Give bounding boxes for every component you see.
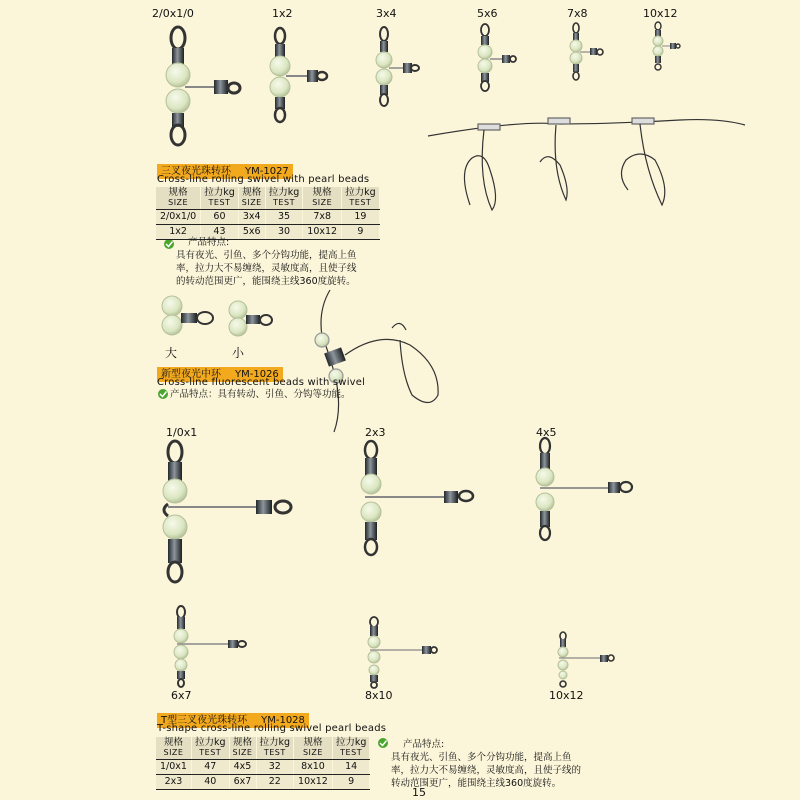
check-icon (164, 239, 174, 249)
size-label: 8x10 (365, 689, 393, 702)
swivel-1x2 (270, 28, 327, 122)
t-swivel-10x12 (558, 632, 614, 687)
size-label: 6x7 (171, 689, 192, 702)
table-header-row (156, 187, 379, 210)
table-header: 拉力kg TEST (265, 187, 303, 210)
product-subtitle: T-shape cross-line rolling swivel pearl beads (157, 723, 387, 734)
features-text: 具有夜光、引鱼、多个分钩功能，提高上鱼率，拉力大不易缠绕，灵敏度高，且使子线的转动范围更广，能围绕主线360度旋转。 (176, 250, 357, 287)
table-header: 规格 SIZE (294, 737, 333, 760)
product-code: YM-1027 (245, 166, 289, 177)
table-cell: 43 (201, 225, 239, 240)
spec-table (156, 737, 370, 790)
table-cell: 7x8 (303, 210, 342, 225)
table-header: 规格 SIZE (156, 737, 191, 760)
table-header: 拉力kg TEST (191, 737, 229, 760)
table-header: 规格 SIZE (156, 187, 201, 210)
t-swivel-8x10 (368, 617, 437, 688)
table-header: 拉力kg TEST (342, 187, 380, 210)
t-swivel-2x3 (361, 441, 473, 555)
table-header: 规格 SIZE (238, 187, 265, 210)
t-swivel-1-0x1 (163, 441, 291, 582)
t-swivel-4x5 (536, 438, 632, 540)
table-cell: 40 (191, 775, 229, 790)
product-title: 三叉夜光珠转环 (161, 166, 231, 177)
rig-diagram-middle (315, 290, 438, 432)
table-cell: 10x12 (303, 225, 342, 240)
table-cell: 8x10 (294, 760, 333, 775)
product-code: YM-1026 (235, 369, 279, 380)
swivel-3x4 (376, 27, 419, 106)
product-title: T型三叉夜光珠转环 (161, 715, 248, 726)
table-cell: 9 (332, 775, 370, 790)
table-cell: 2x3 (156, 775, 191, 790)
size-label: 10x12 (643, 7, 678, 20)
product-features: 产品特点：具有转动、引鱼、分钩等功能。 (170, 389, 351, 400)
table-cell: 60 (201, 210, 239, 225)
table-row (156, 760, 370, 775)
spec-table (156, 187, 380, 240)
size-label: 1/0x1 (166, 426, 198, 439)
table-cell: 3x4 (238, 210, 265, 225)
swivel-5x6 (478, 24, 516, 91)
table-header: 拉力kg TEST (201, 187, 239, 210)
page-number: 15 (412, 786, 426, 799)
rig-diagram-top (428, 118, 745, 210)
table-cell: 47 (191, 760, 229, 775)
table-cell: 35 (265, 210, 303, 225)
size-label: 7x8 (567, 7, 588, 20)
table-cell: 4x5 (229, 760, 256, 775)
table-cell: 1x2 (156, 225, 201, 240)
size-label: 3x4 (376, 7, 397, 20)
table-cell: 30 (265, 225, 303, 240)
swivel-10x12 (653, 22, 680, 70)
table-cell: 22 (256, 775, 294, 790)
table-cell: 6x7 (229, 775, 256, 790)
table-cell: 19 (342, 210, 380, 225)
table-row (156, 210, 379, 225)
table-cell: 2/0x1/0 (156, 210, 201, 225)
size-label-small: 小 (232, 346, 245, 360)
table-header: 拉力kg TEST (332, 737, 370, 760)
ym1026-big (162, 296, 213, 335)
product-code: YM-1028 (261, 715, 305, 726)
size-label: 4x5 (536, 426, 557, 439)
features-heading: 产品特点: (188, 237, 230, 248)
table-cell: 14 (332, 760, 370, 775)
swivel-7x8 (570, 23, 603, 80)
swivel-2-0x1-0 (166, 27, 240, 145)
table-header: 规格 SIZE (303, 187, 342, 210)
ym1026-small (229, 301, 272, 336)
table-cell: 10x12 (294, 775, 333, 790)
table-cell: 5x6 (238, 225, 265, 240)
product-features (176, 236, 361, 288)
table-header: 规格 SIZE (229, 737, 256, 760)
product-features (391, 738, 581, 790)
features-text: 具有夜光、引鱼、多个分钩功能，提高上鱼率，拉力大不易缠绕，灵敏度高，且使子线的转动范围更广，能围绕主线360度旋转。 (391, 752, 582, 789)
t-swivel-6x7 (174, 606, 246, 687)
table-cell: 1/0x1 (156, 760, 191, 775)
size-label: 10x12 (549, 689, 584, 702)
table-cell: 9 (342, 225, 380, 240)
size-label: 2/0x1/0 (152, 7, 194, 20)
table-header-row (156, 737, 370, 760)
size-label: 1x2 (272, 7, 293, 20)
table-row (156, 775, 370, 790)
size-label-big: 大 (165, 346, 178, 360)
features-heading: 产品特点: (403, 739, 445, 750)
product-subtitle: Cross-line fluorescent beads with swivel (157, 377, 366, 388)
size-label: 5x6 (477, 7, 498, 20)
table-header: 拉力kg TEST (256, 737, 294, 760)
size-label: 2x3 (365, 426, 386, 439)
check-icon (158, 389, 168, 399)
check-icon (378, 738, 388, 748)
product-subtitle: Cross-line rolling swivel with pearl beads (157, 174, 370, 185)
product-title: 新型夜光中环 (161, 369, 221, 380)
table-cell: 32 (256, 760, 294, 775)
